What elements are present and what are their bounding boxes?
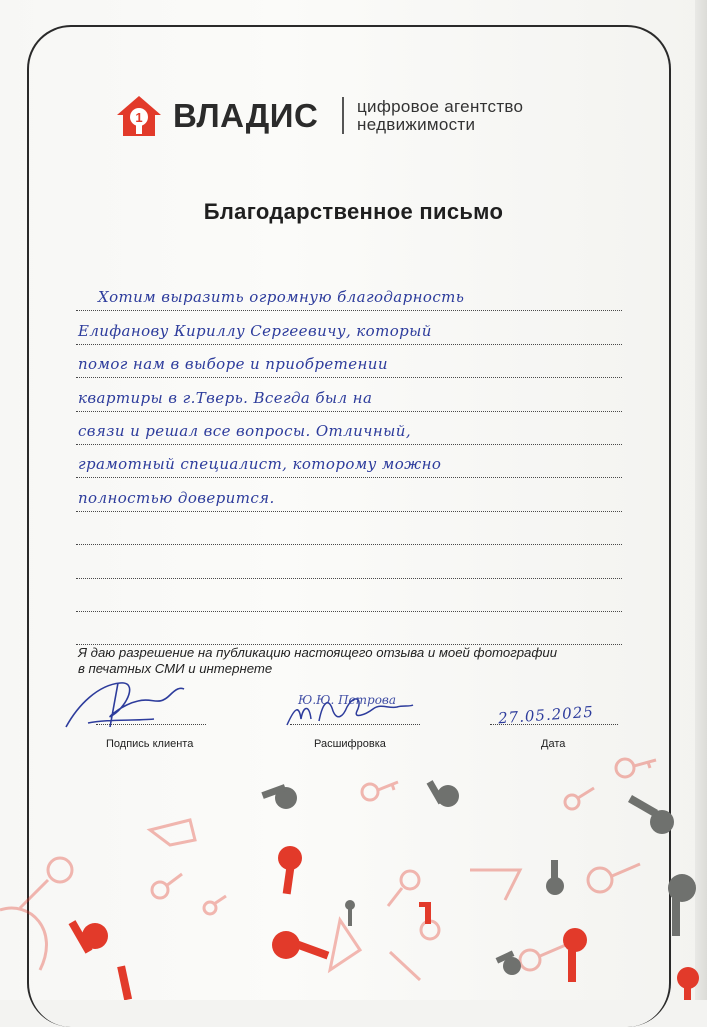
publication-permission <box>78 645 638 677</box>
house-key-logo-icon <box>116 95 162 137</box>
text-line <box>76 345 622 378</box>
text-line <box>76 278 622 311</box>
name-decoding-value: Ю.Ю. Петрова <box>298 693 397 707</box>
date-label: Дата <box>541 738 566 750</box>
permission-line-1: Я даю разрешение на публикацию настоящего отзыва и моей фотографии <box>78 645 558 660</box>
tagline-line-1: цифровое агентство <box>357 97 524 116</box>
handwritten-body <box>76 278 622 645</box>
client-signature-icon <box>58 675 188 735</box>
brand-name: ВЛАДИС <box>173 97 319 134</box>
name-decoding-line <box>290 724 420 725</box>
handwritten-text: полностью доверится. <box>78 488 275 507</box>
date-line <box>490 724 618 725</box>
empty-line <box>76 512 622 545</box>
permission-line-2: в печатных СМИ и интернете <box>78 661 273 676</box>
text-line <box>76 412 622 445</box>
gray-key-icon <box>261 780 696 975</box>
text-line <box>76 445 622 478</box>
text-line <box>76 478 622 511</box>
empty-line <box>76 579 622 612</box>
logo-digit: 1 <box>135 110 143 125</box>
name-decoding-label: Расшифровка <box>314 738 386 750</box>
handwritten-text: помог нам в выборе и приобретении <box>78 355 388 374</box>
handwritten-text: Хотим выразить огромную благодарность <box>98 288 465 307</box>
text-line <box>76 311 622 344</box>
client-signature-label: Подпись клиента <box>106 738 194 750</box>
handwritten-text: связи и решал все вопросы. Отличный, <box>78 421 412 440</box>
brand-tagline <box>357 98 523 134</box>
tagline-line-2: недвижимости <box>357 115 476 134</box>
client-signature-line <box>96 724 206 725</box>
letter-title: Благодарственное письмо <box>203 199 504 224</box>
text-line <box>76 378 622 411</box>
decorative-keys-pattern <box>0 730 707 1000</box>
handwritten-text: Елифанову Кириллу Сергеевичу, который <box>78 321 432 340</box>
signature-date: 27.05.2025 <box>497 702 595 728</box>
handwritten-text: квартиры в г.Тверь. Всегда был на <box>78 388 373 407</box>
empty-line <box>76 545 622 578</box>
empty-line <box>76 612 622 645</box>
logo-separator <box>342 97 344 134</box>
handwritten-text: грамотный специалист, которому можно <box>78 455 442 474</box>
